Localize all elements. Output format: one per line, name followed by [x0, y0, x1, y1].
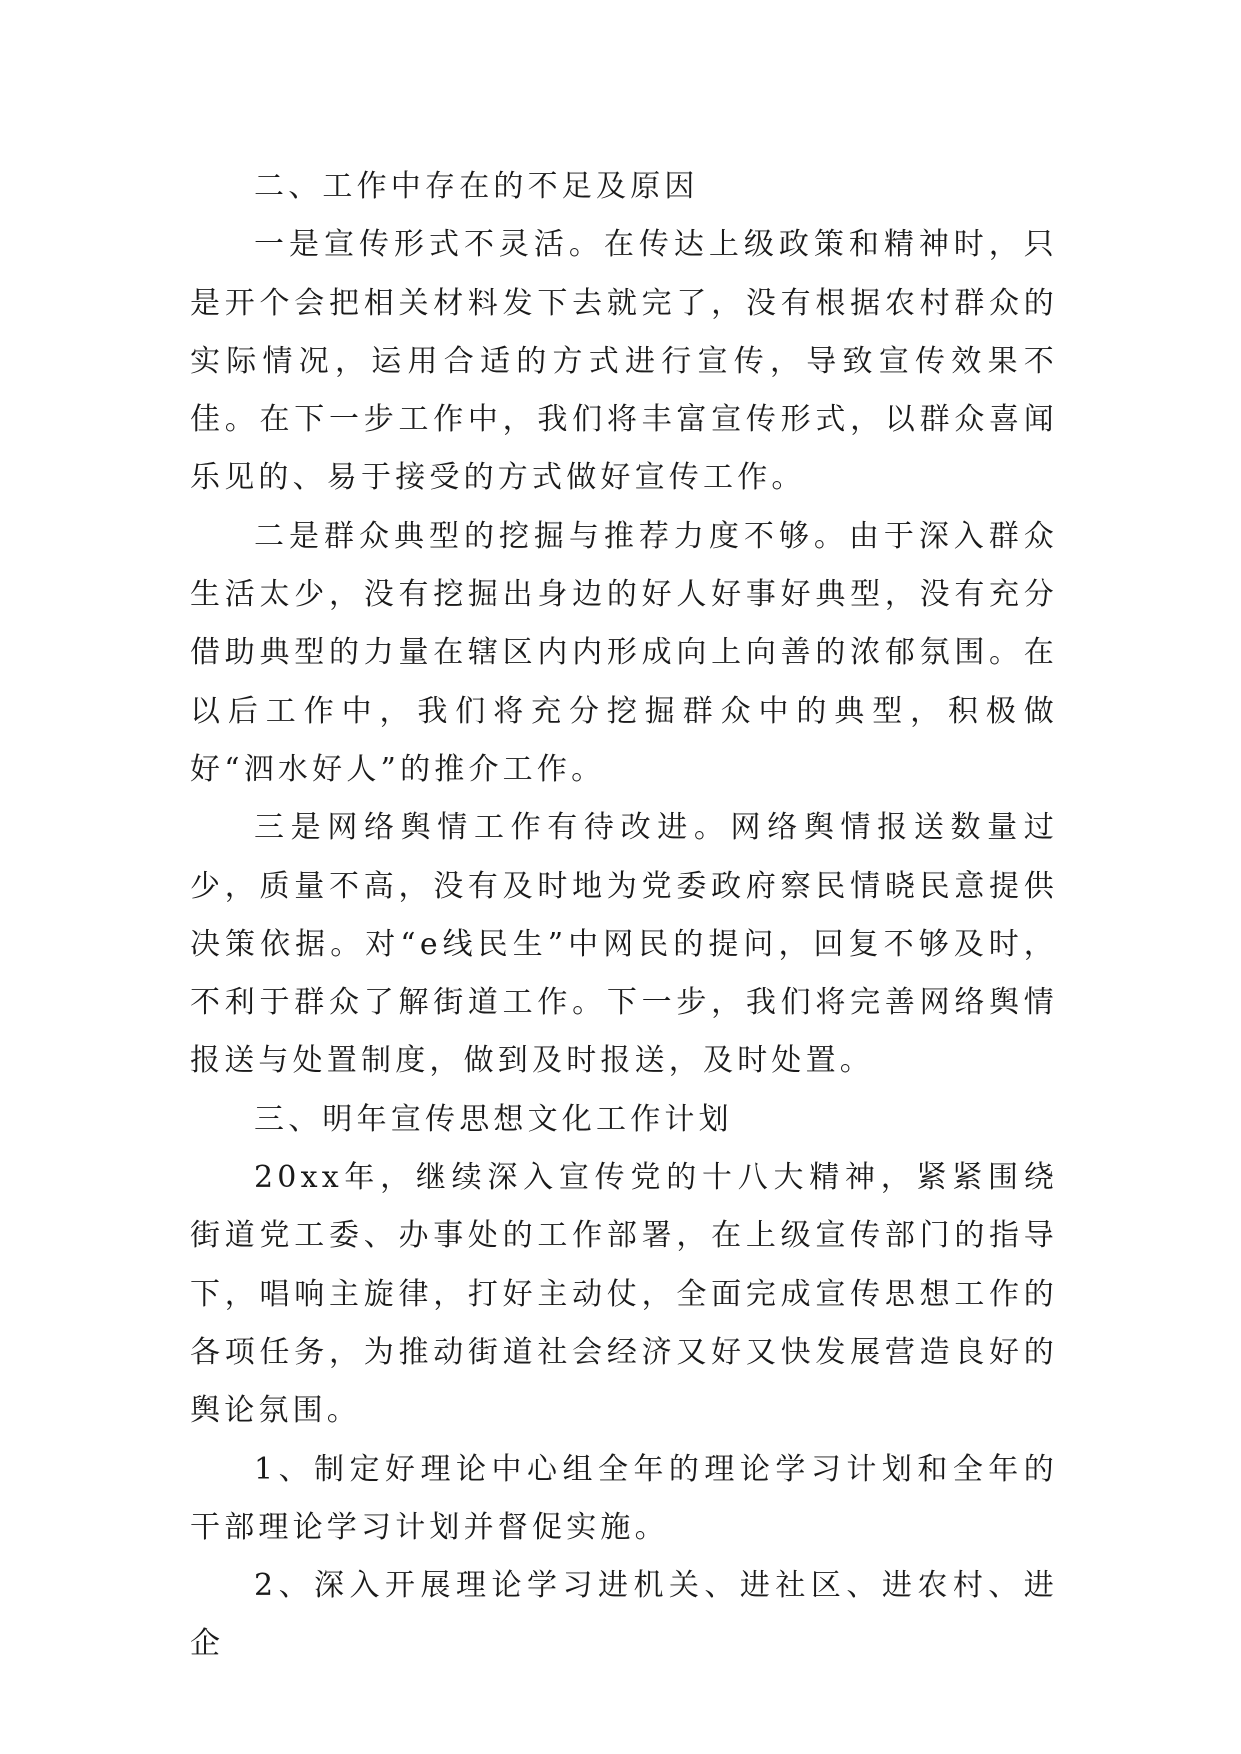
section-heading-next-year-plan: 三、明年宣传思想文化工作计划 — [254, 1101, 733, 1137]
paragraph-publicity-form: 一是宣传形式不灵活。在传达上级政策和精神时，只是开个会把相关材料发下去就完了，没有根据农村群众的实际情况，运用合适的方式进行宣传，导致宣传效果不佳。在下一步工作中，我们将丰富宣传形式，以群众喜闻乐见的、易于接受的方式做好宣传工作。 — [190, 227, 1058, 496]
paragraph-typical-examples: 二是群众典型的挖掘与推荐力度不够。由于深入群众生活太少，没有挖掘出身边的好人好事好典型，没有充分借助典型的力量在辖区内内形成向上向善的浓郁氛围。在以后工作中，我们将充分挖掘群众中的典型，积极做好“泗水好人”的推介工作。 — [190, 518, 1058, 787]
list-item-2: 2、深入开展理论学习进机关、进社区、进农村、进企 — [190, 1568, 1058, 1662]
document-body — [190, 158, 1058, 1674]
paragraph-online-opinion: 三是网络舆情工作有待改进。网络舆情报送数量过少，质量不高，没有及时地为党委政府察民情晓民意提供决策依据。对“e线民生”中网民的提问，回复不够及时，不利于群众了解街道工作。下一步，我们将完善网络舆情报送与处置制度，做到及时报送，及时处置。 — [190, 810, 1058, 1079]
list-item-1: 1、制定好理论中心组全年的理论学习计划和全年的干部理论学习计划并督促实施。 — [190, 1451, 1058, 1545]
section-heading-shortcomings: 二、工作中存在的不足及原因 — [254, 169, 699, 204]
paragraph-plan-overview: 20xx年，继续深入宣传党的十八大精神，紧紧围绕街道党工委、办事处的工作部署，在上级宣传部门的指导下，唱响主旋律，打好主动仗，全面完成宣传思想工作的各项任务，为推动街道社会经济又好又快发展营造良好的舆论氛围。 — [190, 1160, 1058, 1429]
